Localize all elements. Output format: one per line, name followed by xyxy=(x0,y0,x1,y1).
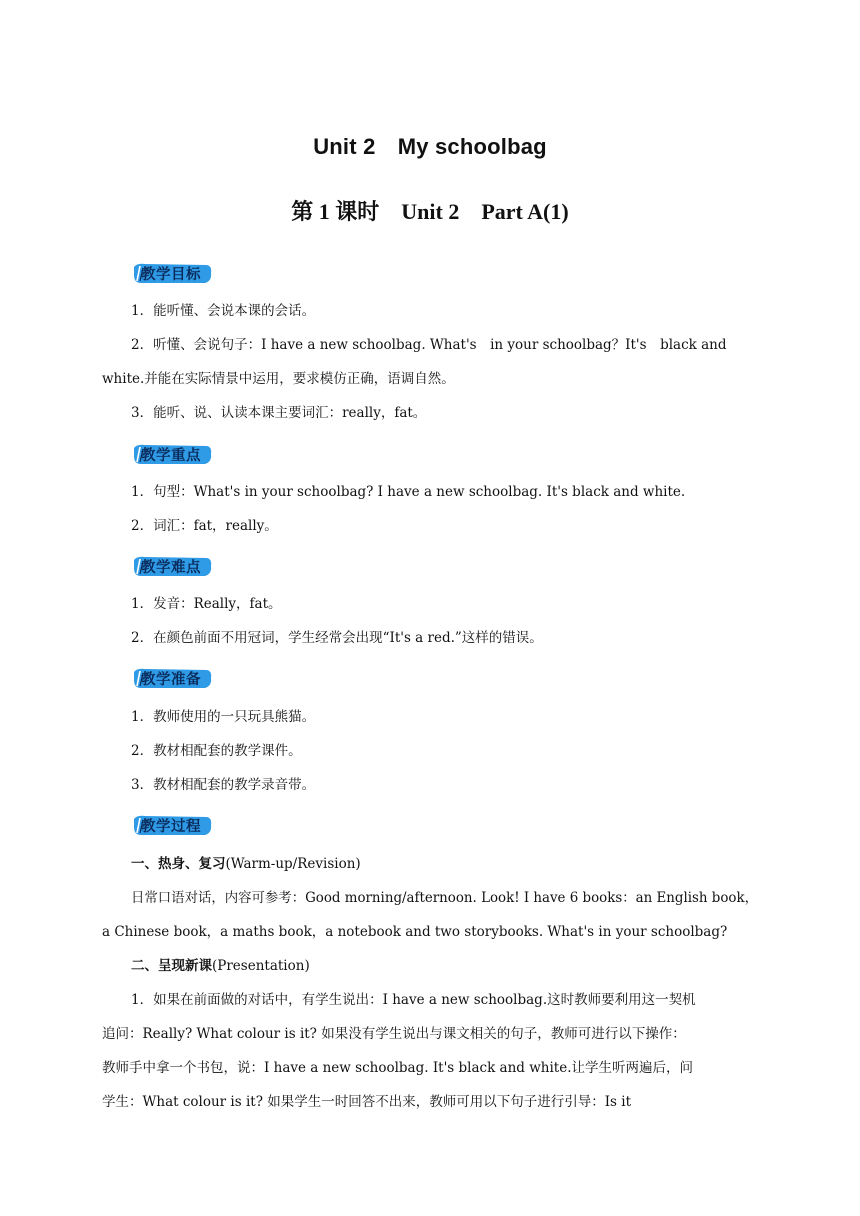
unit-title: Unit 2 My schoolbag xyxy=(313,134,547,159)
warmup-heading xyxy=(131,854,361,874)
section-tag-difficulties xyxy=(131,555,213,578)
difficulty-line-2: 2．在颜色前面不用冠词，学生经常会出现“It's a red.”这样的错误。 xyxy=(131,630,543,646)
preparation-line-1: 1．教师使用的一只玩具熊猫。 xyxy=(131,709,316,725)
presentation-heading-cn: 二、呈现新课 xyxy=(131,958,212,974)
presentation-line-2: 追问：Really? What colour is it? 如果没有学生说出与课文相关的句子，教师可进行以下操作： xyxy=(102,1026,686,1042)
section-tag-preparation xyxy=(131,667,213,690)
section-label: 教学重点 xyxy=(141,448,201,464)
presentation-line-3: 教师手中拿一个书包，说：I have a new schoolbag. It's black and white.让学生听两遍后，问 xyxy=(102,1060,693,1076)
presentation-line-1: 1．如果在前面做的对话中，有学生说出：I have a new schoolbag.这时教师要利用这一契机 xyxy=(131,992,696,1008)
key-point-line-2: 2．词汇：fat，really。 xyxy=(131,518,278,534)
warmup-line-2: a Chinese book，a maths book，a notebook and two storybooks. What's in your schoolbag? xyxy=(102,924,728,940)
presentation-heading xyxy=(131,956,310,976)
section-label: 教学准备 xyxy=(141,672,201,688)
objective-line-2: 2．听懂、会说句子：I have a new schoolbag. What's in your schoolbag？It's black and xyxy=(131,337,727,353)
section-label: 教学难点 xyxy=(141,560,201,576)
section-tag-key-points xyxy=(131,443,213,466)
objective-line-1: 1．能听懂、会说本课的会话。 xyxy=(131,303,316,319)
objective-line-3: 3．能听、说、认读本课主要词汇：really，fat。 xyxy=(131,405,427,421)
section-label: 教学目标 xyxy=(141,267,201,283)
preparation-line-2: 2．教材相配套的教学课件。 xyxy=(131,743,302,759)
section-label: 教学过程 xyxy=(141,819,201,835)
lesson-title: 第 1 课时 Unit 2 Part A(1) xyxy=(291,199,569,224)
presentation-line-4: 学生：What colour is it? 如果学生一时回答不出来，教师可用以下句子进行引导：Is it xyxy=(102,1094,632,1110)
warmup-line-1: 日常口语对话，内容可参考：Good morning/afternoon. Look! I have 6 books：an English book， xyxy=(131,890,758,906)
presentation-heading-en: (Presentation) xyxy=(212,958,310,974)
difficulty-line-1: 1．发音：Really，fat。 xyxy=(131,596,282,612)
warmup-heading-cn: 一、热身、复习 xyxy=(131,856,226,872)
preparation-line-3: 3．教材相配套的教学录音带。 xyxy=(131,777,316,793)
section-tag-objectives xyxy=(131,262,213,285)
warmup-heading-en: (Warm-up/Revision) xyxy=(225,856,361,872)
key-point-line-1: 1．句型：What's in your schoolbag? I have a new schoolbag. It's black and white. xyxy=(131,484,686,500)
section-tag-process xyxy=(131,814,213,837)
objective-line-2-cont: white.并能在实际情景中运用，要求模仿正确，语调自然。 xyxy=(102,371,455,387)
